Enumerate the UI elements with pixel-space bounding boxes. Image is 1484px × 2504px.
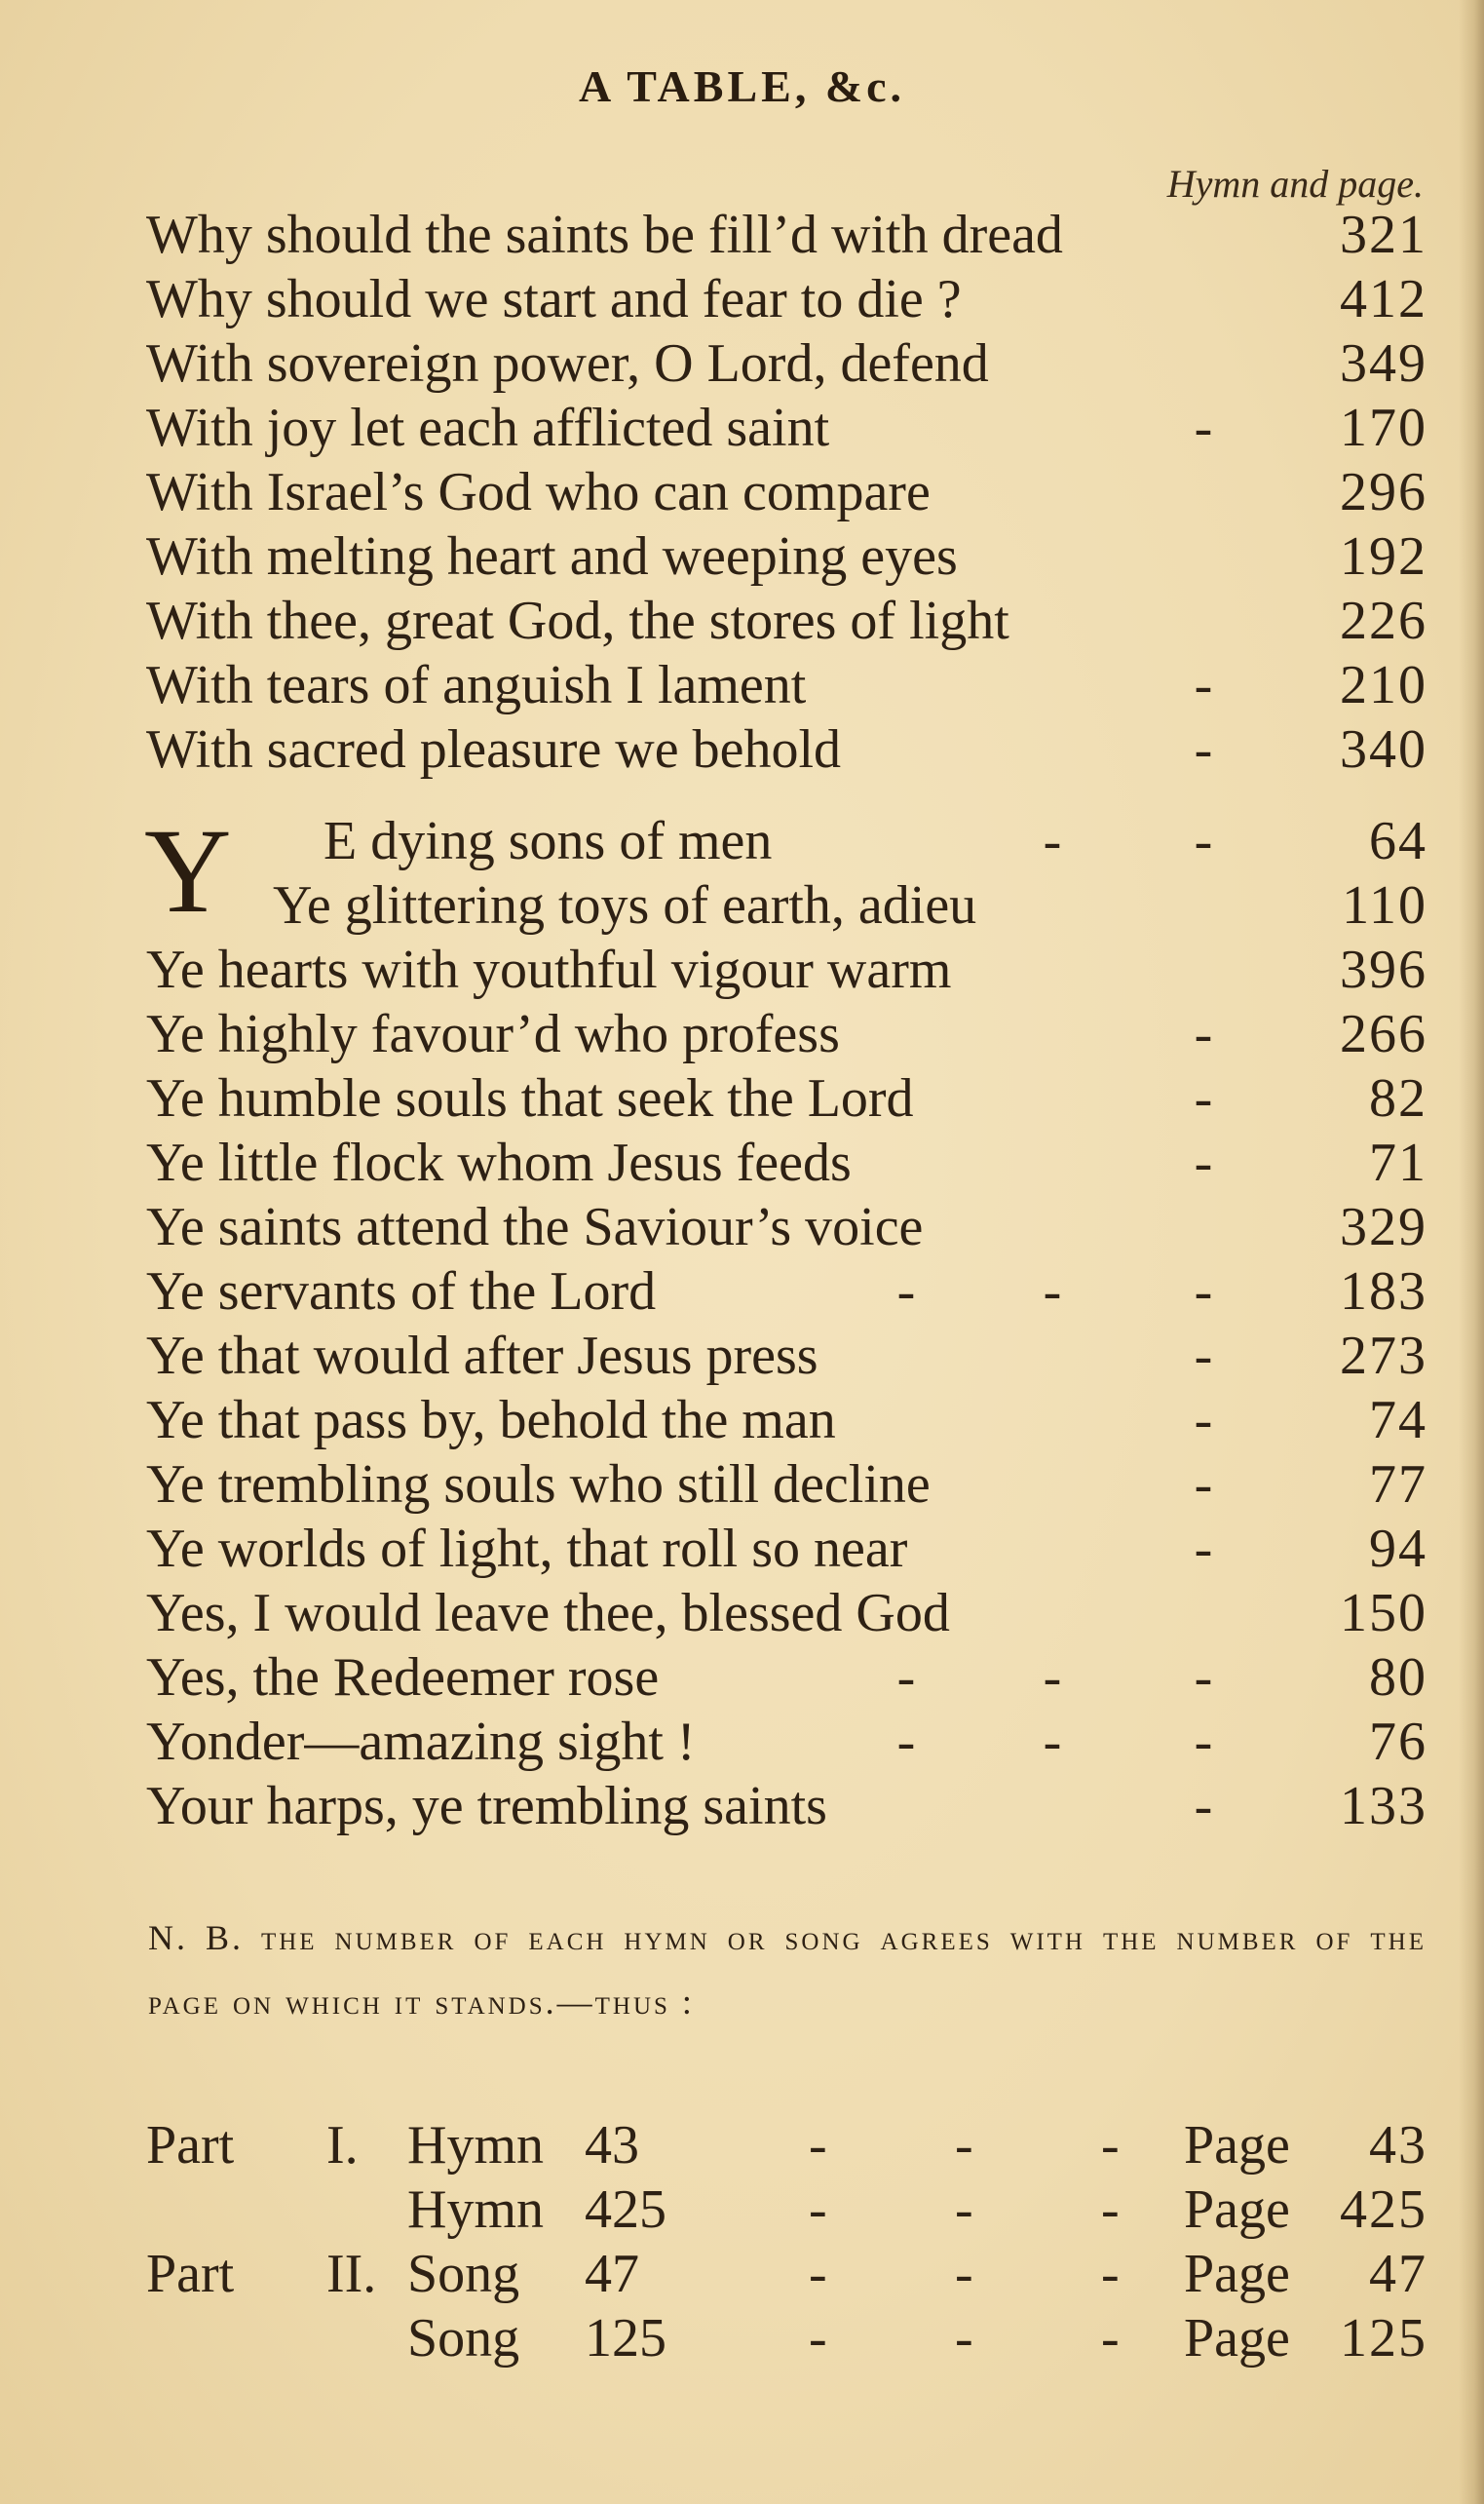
leader-dash: - [1194,811,1213,871]
leader-dash: - [809,2308,827,2369]
entry-title: Ye servants of the Lord [146,1261,657,1322]
entry-title: E dying sons of men [323,811,773,871]
index-row [146,1131,1427,1195]
index-row [146,717,1427,782]
item-number: 425 [585,2179,666,2240]
leader-dash: - [1194,1390,1213,1450]
part-numeral: I. [326,2115,359,2176]
entry-title: Yonder—amazing sight ! [146,1712,696,1772]
entry-page-number: 77 [1369,1454,1427,1515]
leader-dash: - [955,2115,973,2176]
entry-page-number: 192 [1340,526,1427,587]
entry-title: Yes, I would leave thee, blessed God [146,1583,950,1643]
entry-page-number: 321 [1340,205,1427,265]
entry-page-number: 266 [1340,1004,1427,1064]
leader-dash: - [1194,1068,1213,1129]
leader-dash: - [1194,719,1213,780]
leader-dash: - [1101,2308,1120,2369]
index-row [146,873,1427,938]
index-row [146,809,1427,873]
entry-page-number: 80 [1369,1647,1427,1708]
page-number: 47 [1369,2244,1427,2304]
index-row [146,1774,1427,1838]
leader-dash: - [1101,2115,1120,2176]
entry-title: With Israel’s God who can compare [146,462,931,522]
entry-page-number: 210 [1340,655,1427,715]
leader-dash: - [1043,1712,1062,1772]
leader-dash: - [896,1647,916,1708]
index-row [146,331,1427,396]
leader-dash: - [1194,1454,1213,1515]
entry-title: Why should we start and fear to die ? [146,269,962,329]
entry-page-number: 82 [1369,1068,1427,1129]
leader-dash: - [809,2115,827,2176]
item-number: 125 [585,2308,666,2369]
drop-cap: Y [144,804,232,938]
leader-dash: - [1101,2244,1120,2304]
leader-dash: - [955,2244,973,2304]
leader-dash: - [955,2179,973,2240]
item-kind: Song [407,2308,520,2369]
parts-row [146,2306,1427,2370]
page-label: Page [1184,2115,1290,2176]
entry-page-number: 396 [1340,940,1427,1000]
leader-dash: - [1194,1712,1213,1772]
entry-page-number: 183 [1340,1261,1427,1322]
part-numeral: II. [326,2244,377,2304]
entry-title: Ye hearts with youthful vigour warm [146,940,952,1000]
index-row [146,1002,1427,1066]
entry-page-number: 329 [1340,1197,1427,1257]
index-row [146,1195,1427,1259]
entry-title: Ye that pass by, behold the man [146,1390,836,1450]
leader-dash: - [1194,655,1213,715]
parts-row [146,2242,1427,2306]
entry-title: Why should the saints be fill’d with dread [146,205,1063,265]
leader-dash: - [1194,1326,1213,1386]
page-number: 425 [1340,2179,1427,2240]
page-number: 125 [1340,2308,1427,2369]
parts-table [146,2113,1427,2370]
index-row [146,1388,1427,1452]
leader-dash: - [1101,2179,1120,2240]
index-row [146,1259,1427,1324]
note-paragraph: N. B. the number of each hymn or song agrees with the number of the page on which it stands.—thus : [148,1918,1427,2022]
leader-dash: - [1194,1776,1213,1836]
leader-dash: - [1194,398,1213,458]
leader-dash: - [1194,1261,1213,1322]
index-row [146,653,1427,717]
leader-dash: - [1043,1261,1062,1322]
part-label: Part [146,2115,235,2176]
leader-dash: - [809,2179,827,2240]
page-edge-shadow [1459,0,1484,2504]
index-row [146,938,1427,1002]
entry-page-number: 76 [1369,1712,1427,1772]
y-section [144,804,1427,1838]
index-row [146,1710,1427,1774]
index-row [146,524,1427,589]
leader-dash: - [809,2244,827,2304]
leader-dash: - [1194,1647,1213,1708]
entry-page-number: 349 [1340,333,1427,394]
item-kind: Hymn [407,2179,544,2240]
item-kind: Hymn [407,2115,544,2176]
index-row [146,1066,1427,1131]
part-label: Part [146,2244,235,2304]
leader-dash: - [1194,1133,1213,1193]
item-number: 47 [585,2244,639,2304]
entry-page-number: 94 [1369,1519,1427,1579]
entry-page-number: 150 [1340,1583,1427,1643]
entry-title: Ye little flock whom Jesus feeds [146,1133,852,1193]
entry-page-number: 340 [1340,719,1427,780]
leader-dash: - [896,1261,916,1322]
leader-dash: - [1043,1647,1062,1708]
entry-page-number: 226 [1340,591,1427,651]
leader-dash: - [1194,1519,1213,1579]
entry-page-number: 170 [1340,398,1427,458]
entry-page-number: 273 [1340,1326,1427,1386]
section-gap [146,782,1427,809]
entry-title: Ye saints attend the Saviour’s voice [146,1197,924,1257]
entry-title: With melting heart and weeping eyes [146,526,958,587]
running-head: A TABLE, &c. [578,61,906,111]
leader-dash: - [955,2308,973,2369]
entry-page-number: 64 [1369,811,1427,871]
index-row [146,1645,1427,1710]
entry-title: With sovereign power, O Lord, defend [146,333,989,394]
page-label: Page [1184,2308,1290,2369]
index-row [146,589,1427,653]
entry-title: With tears of anguish I lament [146,655,807,715]
item-number: 43 [585,2115,639,2176]
parts-row [146,2177,1427,2242]
leader-dash: - [1194,1004,1213,1064]
entry-title: Yes, the Redeemer rose [146,1647,660,1708]
entry-title: With thee, great God, the stores of light [146,591,1009,651]
entry-title: With joy let each afflicted saint [146,398,830,458]
entry-title: Ye glittering toys of earth, adieu [273,875,977,936]
index-row [146,396,1427,460]
entry-title: Ye worlds of light, that roll so near [146,1519,908,1579]
index-row [146,1324,1427,1388]
page-number: 43 [1369,2115,1427,2176]
entry-title: With sacred pleasure we behold [146,719,842,780]
entry-page-number: 296 [1340,462,1427,522]
entry-page-number: 71 [1369,1133,1427,1193]
entry-page-number: 412 [1340,269,1427,329]
index-row [146,1581,1427,1645]
entry-page-number: 110 [1342,875,1427,936]
index-row [146,1517,1427,1581]
index-row [146,460,1427,524]
entry-title: Ye highly favour’d who profess [146,1004,840,1064]
entry-title: Ye trembling souls who still decline [146,1454,931,1515]
leader-dash: - [896,1712,916,1772]
item-kind: Song [407,2244,520,2304]
entry-page-number: 74 [1369,1390,1427,1450]
index-entries [146,203,1427,1838]
column-head: Hymn and page. [1166,162,1424,206]
index-row [146,203,1427,267]
page-label: Page [1184,2244,1290,2304]
leader-dash: - [1043,811,1062,871]
w-section [146,203,1427,782]
entry-title: Ye humble souls that seek the Lord [146,1068,914,1129]
index-row [146,267,1427,331]
parts-row [146,2113,1427,2177]
page-label: Page [1184,2179,1290,2240]
entry-title: Your harps, ye trembling saints [146,1776,827,1836]
entry-title: Ye that would after Jesus press [146,1326,818,1386]
entry-page-number: 133 [1340,1776,1427,1836]
index-row [146,1452,1427,1517]
